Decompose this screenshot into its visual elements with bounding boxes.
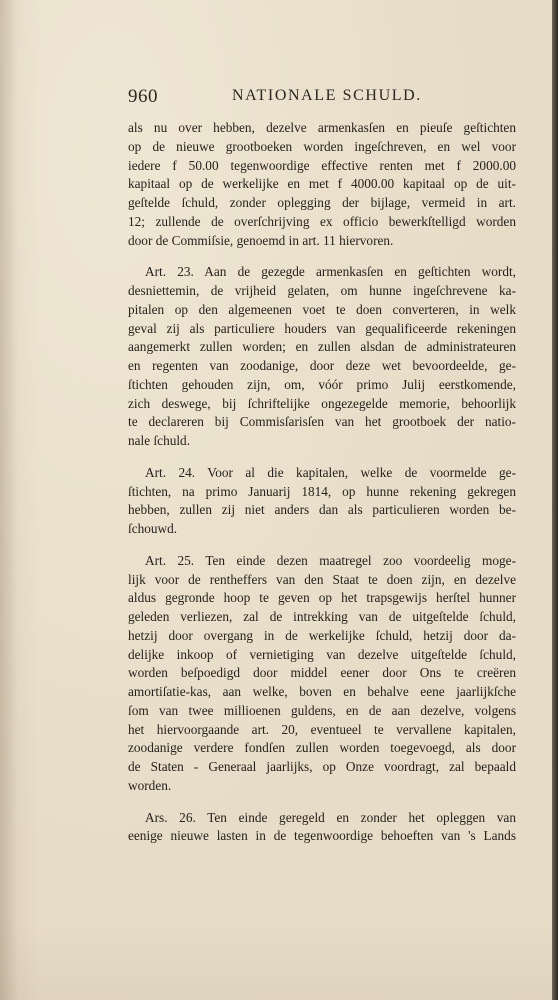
text-line: amortiſatie-kas, aan welke, boven en behalve eene jaarlijkſche [128, 684, 516, 699]
running-title: NATIONALE SCHULD. [232, 87, 422, 104]
text-line: kapitaal op de werkelijke en met f 4000.00 kapitaal op de uit- [128, 176, 516, 192]
text-line: geſtelde ſchuld, zonder oplegging der bijlage, vermeid in art. [128, 195, 516, 210]
text-line: en regenten van zoodanige, door deze wet bevoordeelde, ge- [128, 358, 516, 373]
text-line: worden. [128, 777, 172, 793]
text-line: eenige nieuwe lasten in de tegenwoordige behoeften van 's Lands [128, 828, 516, 844]
text-line: de Staten - Generaal jaarlijks, op Onze voordragt, zal bepaald [128, 759, 516, 774]
paragraph-art-23 [128, 263, 516, 451]
text-line: hetzij door overgang in de werkelijke ſchuld, hetzij door da- [128, 627, 516, 643]
body-text [128, 119, 516, 859]
text-line: lijk voor de rentheffers van den Staat te doen zijn, en dezelve [128, 571, 516, 587]
paragraph-art-25 [128, 552, 516, 796]
text-line: zich deswege, bij ſchriftelijke ongezegelde memorie, behoorlijk [128, 395, 516, 411]
text-line: aldus gegronde hoop te geven op het trapsgewijs herſtel hunner [128, 590, 516, 606]
paragraph-art-26 [128, 809, 516, 847]
text-line: ſtichten gehouden zijn, om, vóór primo Julij eerstkomende, [128, 376, 516, 392]
text-line: delijke inkoop of vernietiging van dezelve uitgeſtelde ſchuld, [128, 646, 516, 662]
text-line: Art. 24. Voor al die kapitalen, welke de voormelde ge- [145, 464, 516, 480]
page-header [128, 86, 516, 108]
text-line: iedere f 50.00 tegenwoordige effective renten met f 2000.00 [128, 157, 516, 173]
text-line: te declareren bij Commisſarisſen van het grootboek der natio- [128, 414, 516, 430]
paragraph [128, 119, 516, 250]
text-line: worden beſpoedigd door middel eener door Ons te creëren [128, 665, 516, 681]
text-line: zoodanige verdere fondſen zullen worden toegevoegd, als door [128, 740, 516, 756]
text-line: ſom van twee millioenen guldens, en de aan dezelve, volgens [128, 702, 516, 718]
text-line: het hiervoorgaande art. 20, eventueel te vervallene kapitalen, [128, 721, 516, 737]
gutter-shadow [0, 0, 18, 1000]
text-line: Ars. 26. Ten einde geregeld en zonder het opleggen van [145, 809, 516, 825]
text-line: hebben, zullen zij niet anders dan als particulieren worden be- [128, 502, 516, 518]
paragraph-art-24 [128, 464, 516, 539]
text-line: 12; zullende de overſchrijving ex officio bewerkſtelligd worden [128, 213, 516, 229]
text-line: aangemerkt zullen worden; en zullen alsdan de administrateuren [128, 339, 516, 355]
text-line: pitalen op den algemeenen voet te doen converteren, in welk [128, 301, 516, 317]
text-line: door de Commiſsie, genoemd in art. 11 hiervoren. [128, 232, 394, 248]
text-line: Art. 25. Ten einde dezen maatregel zoo voordeelig moge- [145, 552, 516, 568]
text-line: op de nieuwe grootboeken worden ingeſchreven, en wel voor [128, 138, 516, 154]
page-edge [552, 0, 558, 1000]
text-line: ſchouwd. [128, 521, 178, 536]
text-line: geleden verliezen, zal de intrekking van de uitgeſtelde ſchuld, [128, 609, 516, 624]
text-line: geval zij als particuliere houders van gequalificeerde rekeningen [128, 320, 516, 336]
text-line: ſtichten, na primo Januarij 1814, op hunne rekening gekregen [128, 483, 516, 499]
page-number: 960 [128, 86, 158, 107]
text-line: desniettemin, de vrijheid gelaten, om hunne ingeſchrevene ka- [128, 283, 516, 298]
text-line: nale ſchuld. [128, 433, 191, 448]
text-line: als nu over hebben, dezelve armenkasſen en pieuſe geſtichten [128, 120, 516, 135]
text-line: Art. 23. Aan de gezegde armenkasſen en geſtichten wordt, [145, 264, 516, 280]
